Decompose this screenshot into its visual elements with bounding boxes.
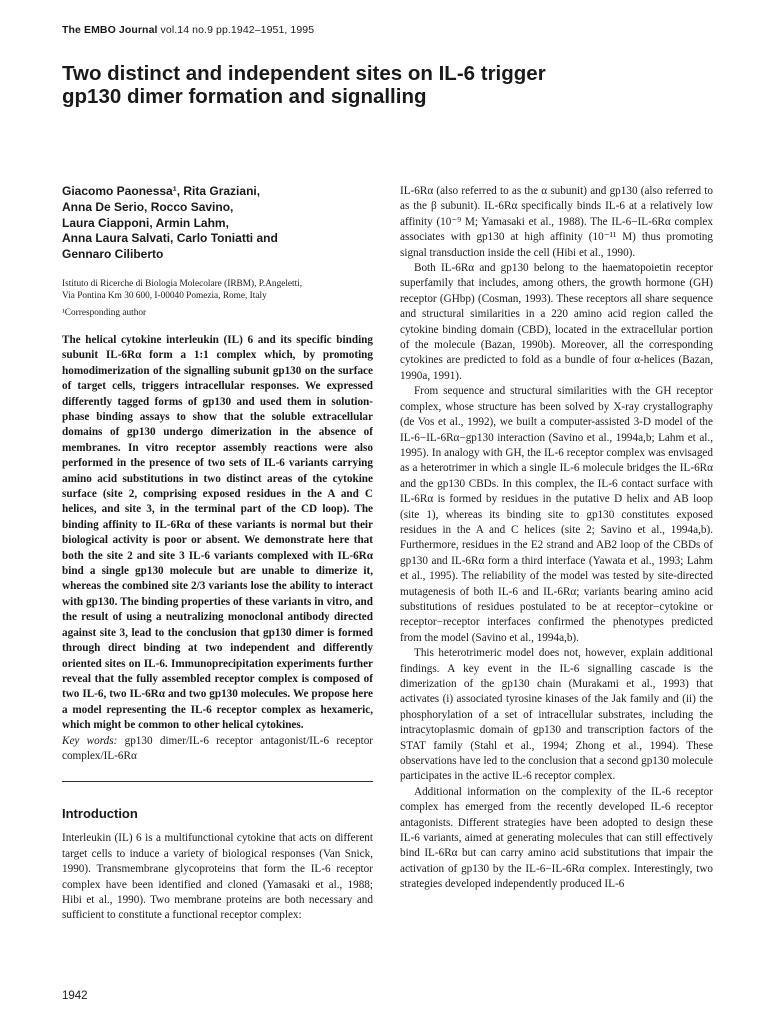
author-line-4: Anna Laura Salvati, Carlo Toniatti and <box>62 231 278 246</box>
right-column <box>400 184 713 893</box>
title-line-1: Two distinct and independent sites on IL-6 trigger <box>62 62 546 85</box>
author-line-3: Laura Ciapponi, Armin Lahm, <box>62 215 229 230</box>
journal-name: The EMBO Journal <box>62 24 158 36</box>
journal-citation <box>62 24 314 36</box>
affiliation <box>62 278 373 302</box>
section-divider <box>62 781 373 782</box>
right-paragraph-3: From sequence and structural similarities with the GH receptor complex, whose structure has been solved by X-ray crystallography (de Vos et al., 1992), we built a computer-assisted 3-D model of the IL-6−IL-6Rα−gp130 interaction (Savino et al., 1994a,b; Lahm et al., 1995). In analogy with GH, the IL-6 receptor complex was envisaged as a heterotrimer in which a single IL-6 molecule bridges the IL-6Rα and the gp130 CBDs. In this complex, the IL-6 contact surface with IL-6Rα is formed by residues in the putative D helix and AB loop (site 1), whereas its binding site to gp130 constitutes exposed residues in the A and C helices (site 2; Savino et al., 1994a,b). Furthermore, residues in the E2 strand and AB2 loop of the CBDs of gp130 and IL-6Rα form a third interface (Yawata et al., 1993; Lahm et al., 1995). The reliability of the model was tested by site-directed mutagenesis of both IL-6 and IL-6Rα; variants bearing amino acid substitutions of residues postulated to be at receptor−cytokine or receptor−receptor interfaces confirmed the phenotypes predicted from the model (Savino et al., 1994a,b). <box>400 385 713 644</box>
article-title <box>62 62 702 108</box>
right-paragraph-2: Both IL-6Rα and gp130 belong to the haematopoietin receptor superfamily that includes, among others, the growth hormone (GH) receptor (GHbp) (Cosman, 1993). These receptors all share sequence and structural similarities in a 220 amino acid region called the cytokine binding domain (CBD), located in the extracellular portion of the molecule (Bazan, 1990b). Moreover, all the corresponding cytokines are predicted to fold as a bundle of four α-helices (Bazan, 1990a, 1991). <box>400 262 713 382</box>
keywords-label: Key words: <box>62 734 118 747</box>
author-line-2: Anna De Serio, Rocco Savino, <box>62 199 234 214</box>
author-list <box>62 184 373 263</box>
left-column <box>62 184 373 924</box>
right-paragraph-4: This heterotrimeric model does not, however, explain additional findings. A key event in the IL-6 signalling cascade is the dimerization of the gp130 chain (Murakami et al., 1993) that activates (i) associated tyrosine kinases of the Jak family and (ii) the phosphorylation of a set of intracellular substrates, including the intracytoplasmic domain of gp130 and transcription factors of the STAT family (Stahl et al., 1994; Zhong et al., 1994). These observations have led to the conclusion that a second gp130 molecule participates in the active IL-6 receptor complex. <box>400 647 713 783</box>
abstract-text: The helical cytokine interleukin (IL) 6 and its specific binding subunit IL-6Rα form a 1:1 complex which, by promoting homodimerization of the signalling subunit gp130 on the surface of target cells, triggers intracellular responses. We expressed differently tagged forms of gp130 and used them in solution-phase binding assays to show that the soluble extracellular domains of gp130 undergo dimerization in the absence of membranes. In vitro receptor assembly reactions were also performed in the presence of two sets of IL-6 variants carrying amino acid substitutions in two distinct areas of the cytokine surface (site 2, comprising exposed residues in the A and C helices, and site 3, in the terminal part of the CD loop). The binding affinity to IL-6Rα of these variants is normal but their biological activity is poor or absent. We demonstrate here that both the site 2 and site 3 IL-6 variants complexed with IL-6Rα bind a single gp130 molecule but are unable to dimerize it, whereas the combined site 2/3 variants lose the ability to interact with gp130. The binding properties of these variants in vitro, and the result of using a neutralizing monoclonal antibody directed against site 3, lead to the conclusion that gp130 dimer is formed through direct binding at two independent and differently oriented sites on IL-6. Immunoprecipitation experiments further reveal that the fully assembled receptor complex is composed of two IL-6, two IL-6Rα and two gp130 molecules. We propose here a model representing the IL-6 receptor complex as hexameric, which might be common to other helical cytokines. <box>62 333 373 732</box>
introduction-paragraph-1: Interleukin (IL) 6 is a multifunctional cytokine that acts on different target cells to induce a variety of biological responses (Van Snick, 1990). Transmembrane glycoproteins that form the IL-6 receptor complex have been identified and cloned (Yamasaki et al., 1988; Hibi et al., 1990). Two membrane proteins are both necessary and sufficient to constitute a functional receptor complex: <box>62 832 373 922</box>
introduction-heading: Introduction <box>62 806 138 822</box>
affiliation-line-2: Via Pontina Km 30 600, I-00040 Pomezia, Rome, Italy <box>62 290 267 301</box>
right-paragraph-1: IL-6Rα (also referred to as the α subunit) and gp130 (also referred to as the β subunit). IL-6Rα specifically binds IL-6 at a relatively low affinity (10⁻⁹ M; Yamasaki et al., 1988). The IL-6−IL-6Rα complex associates with gp130 at high affinity (10⁻¹¹ M) thus promoting signal transduction inside the cell (Hibi et al., 1990). <box>400 185 713 259</box>
title-line-2: gp130 dimer formation and signalling <box>62 85 427 108</box>
author-line-1: Giacomo Paonessa¹, Rita Graziani, <box>62 184 261 198</box>
page-number: 1942 <box>62 990 88 1002</box>
keywords-list: gp130 dimer/IL-6 receptor antagonist/IL-6 receptor complex/IL-6Rα <box>62 734 374 762</box>
affiliation-line-1: Istituto di Ricerche di Biologia Molecolare (IRBM), P.Angeletti, <box>62 278 303 289</box>
corresponding-author-note: ¹Corresponding author <box>62 307 147 318</box>
right-paragraph-5: Additional information on the complexity of the IL-6 receptor complex has emerged from the recently developed IL-6 receptor antagonists. Different strategies have been adopted to design these IL-6 variants, aimed at generating molecules that can still effectively bind IL-6Rα but can carry amino acid substitutions that impair the activation of gp130 by the IL-6−IL-6Rα complex. Interestingly, two strategies developed independently produced IL-6 <box>400 785 713 891</box>
journal-volume-pages: vol.14 no.9 pp.1942–1951, 1995 <box>157 24 315 36</box>
keywords <box>62 734 373 765</box>
author-line-5: Gennaro Ciliberto <box>62 247 164 262</box>
